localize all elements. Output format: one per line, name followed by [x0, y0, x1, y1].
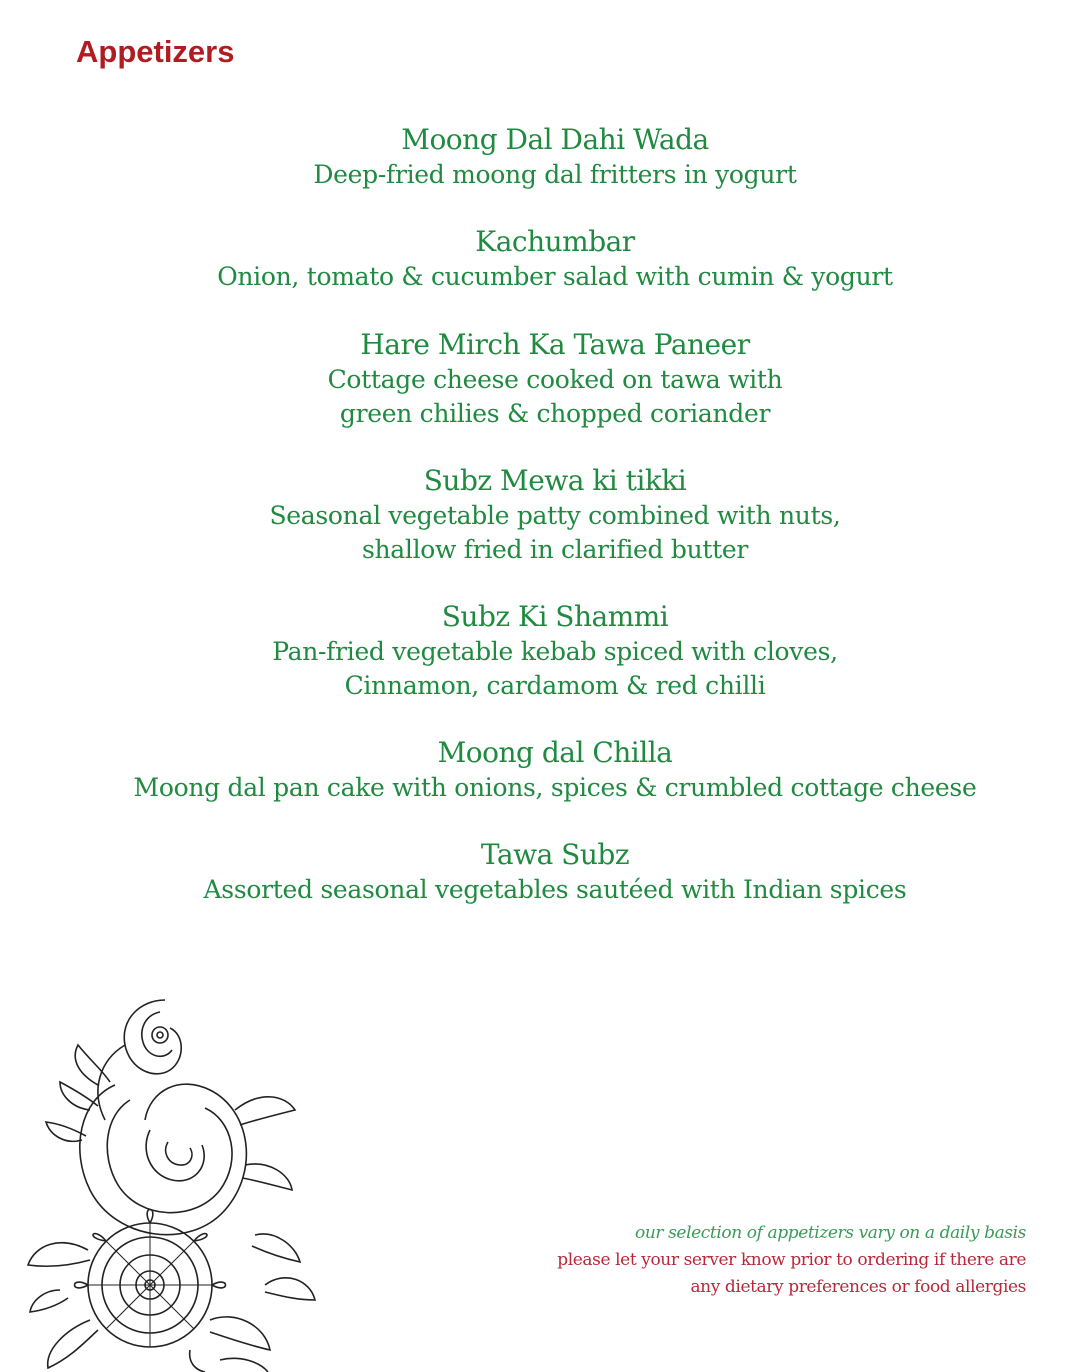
footer-note-line: please let your server know prior to ordering if there are [557, 1250, 1026, 1270]
menu-item [60, 837, 1050, 907]
menu-item-description: Cottage cheese cooked on tawa with [327, 365, 783, 394]
menu-item-description: green chilies & chopped coriander [339, 399, 771, 428]
paisley-ornament-icon [20, 990, 320, 1372]
menu-item-name: Moong Dal Dahi Wada [401, 123, 709, 156]
menu-item-name: Subz Ki Shammi [441, 600, 669, 633]
menu-item-description: shallow fried in clarified butter [361, 535, 749, 564]
menu-item-description: Onion, tomato & cucumber salad with cumin & yogurt [217, 262, 893, 291]
menu-item [60, 122, 1050, 192]
menu-item-name: Subz Mewa ki tikki [423, 464, 687, 497]
menu-item-description: Cinnamon, cardamom & red chilli [344, 671, 766, 700]
menu-item-name: Tawa Subz [480, 838, 630, 871]
menu-item-name: Moong dal Chilla [437, 736, 673, 769]
menu-item-description: Pan-fried vegetable kebab spiced with cloves, [272, 637, 838, 666]
page-title: Appetizers [76, 34, 235, 69]
menu-item [60, 224, 1050, 294]
menu-item-description: Moong dal pan cake with onions, spices & crumbled cottage cheese [133, 773, 977, 802]
menu-item-description: Deep-fried moong dal fritters in yogurt [313, 160, 797, 189]
menu-item-name: Kachumbar [475, 225, 635, 258]
menu-item [60, 735, 1050, 805]
menu-item [60, 599, 1050, 703]
menu-item-name: Hare Mirch Ka Tawa Paneer [360, 328, 750, 361]
footer-note [426, 1220, 1026, 1301]
menu-item-description: Assorted seasonal vegetables sautéed with Indian spices [203, 875, 907, 904]
menu-item [60, 463, 1050, 567]
menu-item [60, 327, 1050, 431]
menu-item-description: Seasonal vegetable patty combined with nuts, [269, 501, 841, 530]
footer-note-line: any dietary preferences or food allergies [690, 1277, 1026, 1297]
footer-note-line: our selection of appetizers vary on a daily basis [634, 1223, 1026, 1243]
